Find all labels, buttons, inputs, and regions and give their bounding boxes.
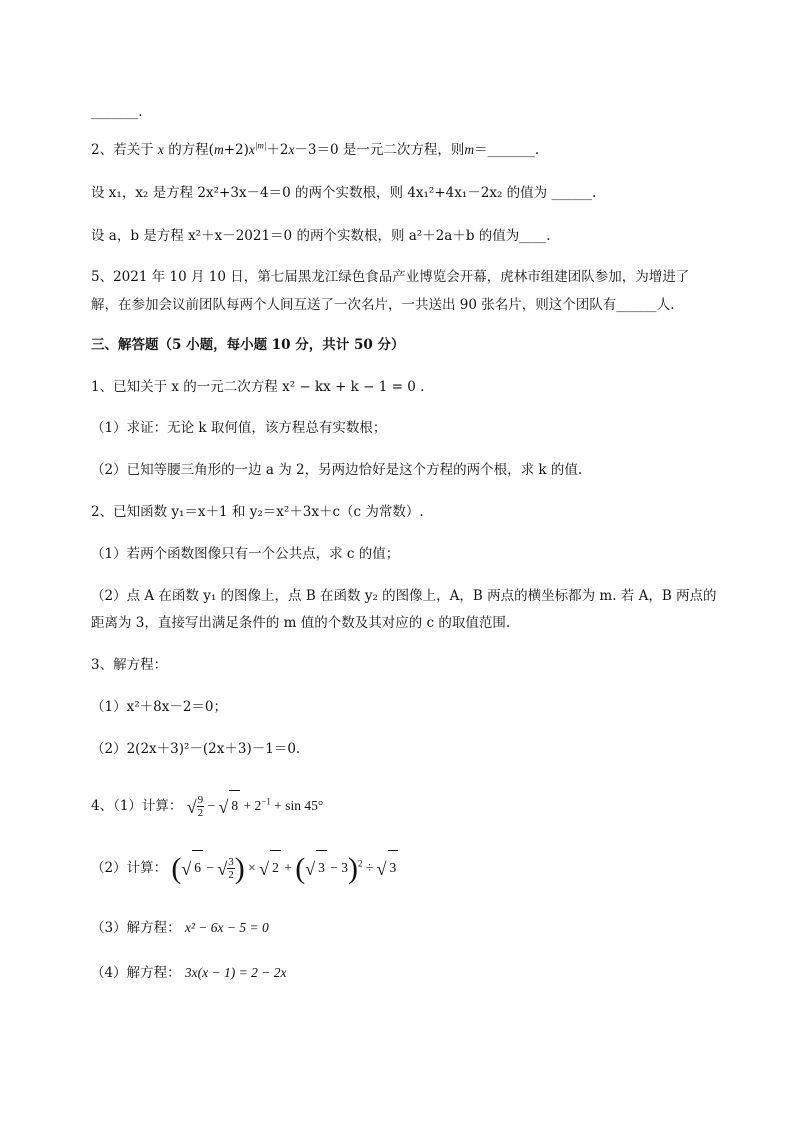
problem-4-part-1: 4、（1）计算： √ $\frac{9}{2}$ − √ $8 + 2^{-1} + \sin 45^\circ$: [91, 790, 734, 822]
problem-4-part-3: （3）解方程： x² − 6x − 5 = 0: [91, 920, 269, 936]
problem-1-part-1: （1）求证：无论 k 取何值，该方程总有实数根；: [91, 420, 387, 436]
section-3-title: 三、解答题（5 小题，每小题 10 分，共计 50 分）: [91, 337, 405, 353]
problem-4-part-4: （4）解方程： 3x(x − 1) = 2 − 2x: [91, 965, 287, 981]
previous-question-blank: _______.: [91, 104, 143, 120]
problem-3-part-2: （2）2(2x＋3)²－(2x＋3)－1＝0.: [91, 741, 301, 757]
fill-in-question-5-line2: 解，在参加会议前团队每两个人间互送了一次名片，一共送出 90 张名片，则这个团队有______人.: [91, 297, 675, 313]
problem-3-part-1: （1）x²＋8x－2＝0；: [91, 699, 227, 715]
problem-4-part-2: （2）计算： (√ 6 − √ $\frac{3}{2}$ ) × √ 2 + (√ 3 − 3)$^2$ ÷ √ 3: [91, 851, 397, 885]
fill-in-question-3: 设 x₁，x₂ 是方程 2x²+3x－4＝0 的两个实数根，则 4x₁²+4x₁－2x₂ 的值为 ______.: [91, 185, 597, 201]
fill-in-question-5-line1: 5、2021 年 10 月 10 日，第七届黑龙江绿色食品产业博览会开幕，虎林市组建团队参加，为增进了: [91, 269, 690, 285]
problem-2-part-2-line1: （2）点 A 在函数 y₁ 的图像上，点 B 在函数 y₂ 的图像上，A，B 两点的横坐标都为 m. 若 A，B 两点的: [91, 588, 717, 604]
problem-2-part-1: （1）若两个函数图像只有一个公共点，求 c 的值；: [91, 546, 400, 562]
problem-2-part-2-line2: 距离为 3，直接写出满足条件的 m 值的个数及其对应的 c 的取值范围.: [91, 615, 511, 631]
problem-3-stem: 3、解方程：: [91, 657, 168, 673]
problem-2-stem: 2、已知函数 y₁＝x＋1 和 y₂＝x²＋3x＋c（c 为常数）.: [91, 504, 424, 520]
problem-1-part-2: （2）已知等腰三角形的一边 a 为 2，另两边恰好是这个方程的两个根，求 k 的值.: [91, 462, 583, 478]
problem-1-stem: 1、已知关于 x 的一元二次方程 x² − kx + k − 1 = 0 .: [91, 379, 425, 395]
fill-in-question-4: 设 a，b 是方程 x²＋x－2021＝0 的两个实数根，则 a²＋2a＋b 的值为____.: [91, 228, 551, 244]
fill-in-question-2: 2、若关于 x 的方程$(m+2)x^{|m|}+2x-3=0$ 是一元二次方程，则m＝_______.: [91, 140, 540, 158]
